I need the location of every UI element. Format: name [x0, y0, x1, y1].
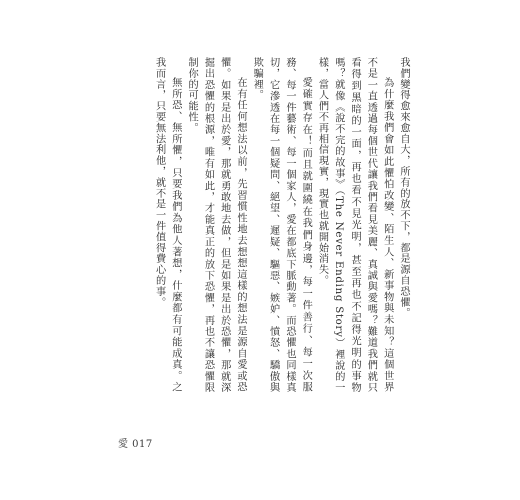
page-number: 愛 017	[118, 439, 153, 450]
paragraph: 無所恐、無所懼，只要我們為他人著想，什麼都有可能成真。之我而言，只要無法利他，就不是一件值得費心的事。	[153, 57, 181, 393]
paragraph: 我們變得愈來愈自大，所有的放不下，都是源自恐懼。	[398, 57, 409, 319]
body-text	[117, 57, 411, 393]
paragraph: 為什麼我們會如此懼怕改變、陌生人、新事物與未知？這個世界不是一直透過每個世代讓我們看見美麗、真誠與愛嗎？難道我們就只看得到黑暗的一面，再也看不見光明，甚至再也不記得光明的事物嗎？就像《說不完的故事》（The Never Ending Story）裡說的一樣，當人們不再相信現實，現實也就開始消失。	[316, 57, 393, 393]
paragraph: 愛確實存在！而且就圍繞在我們身邊，每一件善行、每一次服務、每一件藝術、每一個家人，愛在都底下脈動著。而恐懼也同樣真切，它滲透在每一個疑問、絕望、遲疑、驅惡、嫉妒、憤怒、驕傲與欺騙裡。	[251, 57, 312, 393]
paragraph: 在有任何想法以前，先習慣性地去想想這樣的想法是源自愛或恐懼。如果是出於愛，那就勇敢地去做，但是如果是出於恐懼，那就深掘出恐懼的根源，唯有如此，才能真正的放下恐懼，再也不讓恐懼限制你的可能性。	[186, 57, 247, 393]
